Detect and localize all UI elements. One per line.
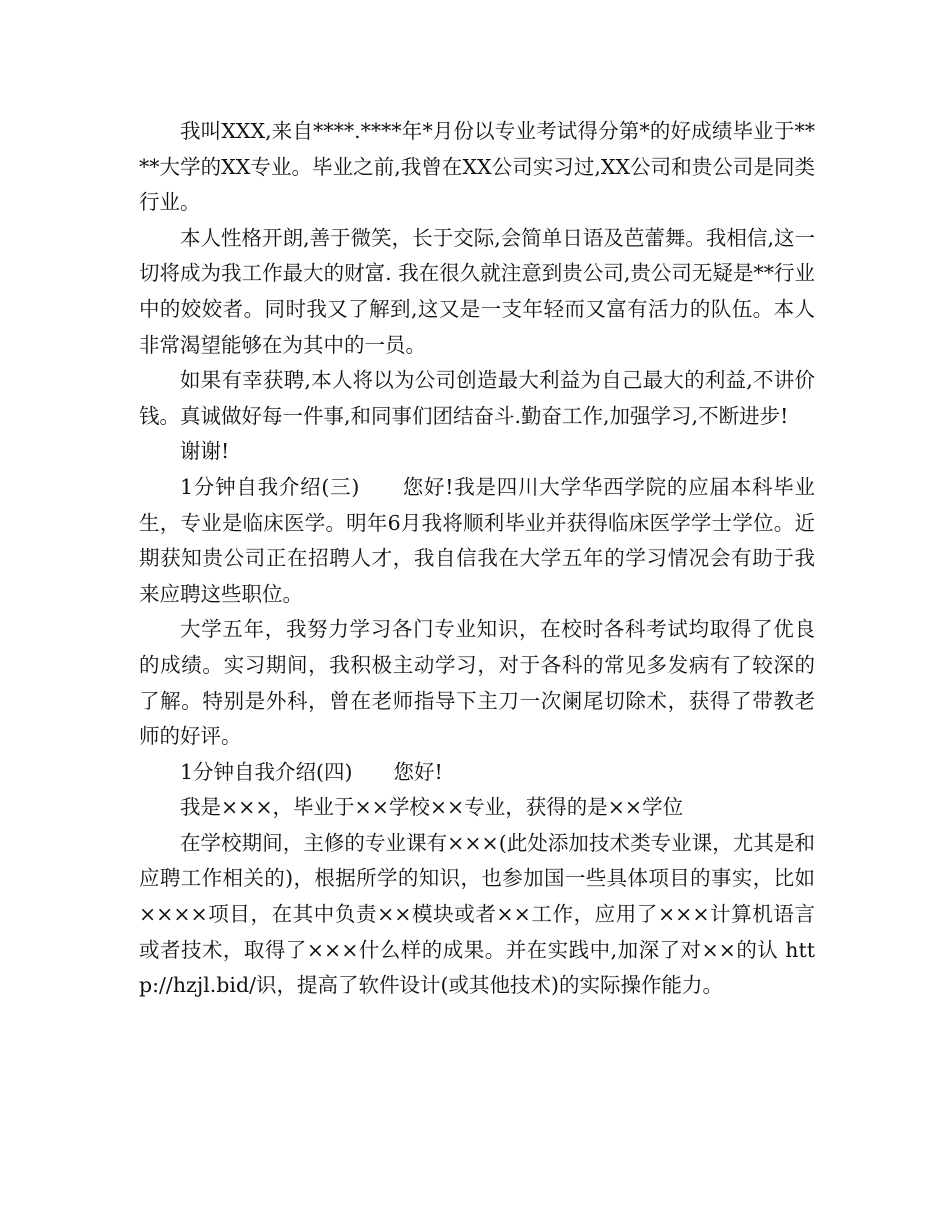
paragraph-intro-three: 1分钟自我介绍(三) 您好!我是四川大学华西学院的应届本科毕业生，专业是临床医学。明年6月我将顺利毕业并获得临床医学学士学位。近期获知贵公司正在招聘人才，我自信我在大学五年的学习情况会有助于我来应聘这些职位。 <box>139 474 815 606</box>
paragraph-intro-four-heading: 1分钟自我介绍(四) 您好! <box>180 759 443 784</box>
paragraph-graduation: 我是×××，毕业于××学校××专业，获得的是××学位 <box>180 795 684 820</box>
paragraph-university-study: 大学五年，我努力学习各门专业知识，在校时各科考试均取得了优良的成绩。实习期间，我积极主动学习，对于各科的常见多发病有了较深的了解。特别是外科，曾在老师指导下主刀一次阑尾切除术，获得了带教老师的好评。 <box>139 617 815 749</box>
paragraph-school-period: 在学校期间，主修的专业课有×××(此处添加技术类专业课，尤其是和应聘工作相关的)，根据所学的知识，也参加国一些具体项目的事实，比如××××项目，在其中负责××模块或者××工作，应用了×××计算机语言或者技术，取得了×××什么样的成果。并在实践中,加深了对××的认 http://hzjl.bid/识，提高了软件设计(或其他技术)的实际操作能力。 <box>139 830 815 998</box>
paragraph-personality: 本人性格开朗,善于微笑，长于交际,会简单日语及芭蕾舞。我相信,这一切将成为我工作最大的财富. 我在很久就注意到贵公司,贵公司无疑是**行业中的姣姣者。同时我又了解到,这又是一支年轻而又富有活力的队伍。本人非常渴望能够在为其中的一员。 <box>139 225 815 357</box>
document-body <box>139 114 815 1004</box>
paragraph-commitment: 如果有幸获聘,本人将以为公司创造最大利益为自己最大的利益,不讲价钱。真诚做好每一件事,和同事们团结奋斗.勤奋工作,加强学习,不断进步! <box>139 368 815 428</box>
paragraph-thanks: 谢谢! <box>180 439 230 464</box>
paragraph-intro: 我叫XXX,来自****.****年*月份以专业考试得分第*的好成绩毕业于****大学的XX专业。毕业之前,我曾在XX公司实习过,XX公司和贵公司是同类行业。 <box>139 119 815 215</box>
